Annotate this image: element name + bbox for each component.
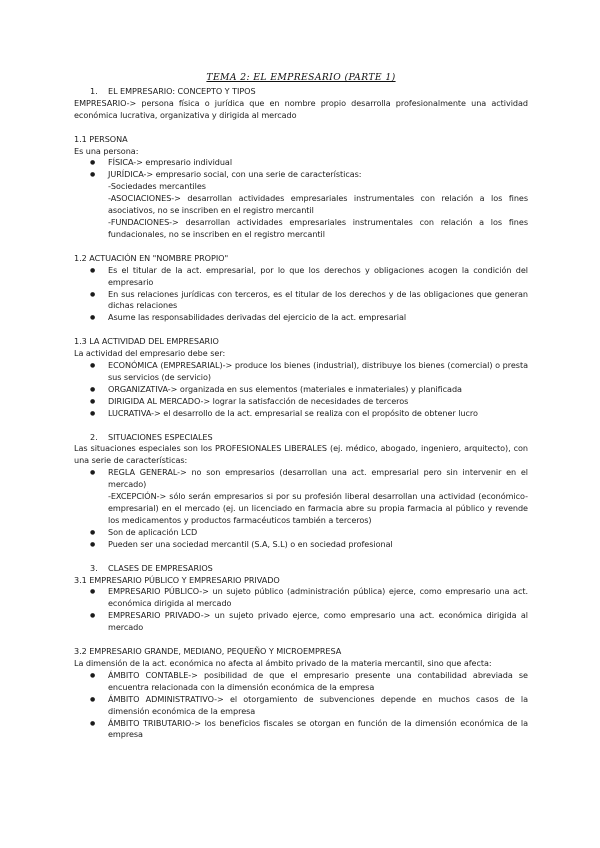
subsection-1-1-intro: Es una persona: <box>74 145 139 156</box>
list-item-detail: -EXCEPCIÓN-> sólo serán empresarios si por su profesión liberal desarrollan una actividad (económico-empresarial) en el mercado (ej. un licenciado en farmacia abre su propia farmacia al público y revende los medicamentos y productos farmacéuticos también a terceros) <box>108 491 528 525</box>
persona-list <box>74 157 528 181</box>
list-item: ● Pueden ser una sociedad mercantil (S.A, S.L) o en sociedad profesional <box>74 539 528 551</box>
list-item: ● EMPRESARIO PÚBLICO-> un sujeto público (administración pública) ejerce, como empresario una act. económica dirigida al mercado <box>74 586 528 610</box>
dimension-list <box>74 670 528 741</box>
section-3-heading <box>74 563 528 575</box>
list-item: ● ÁMBITO ADMINISTRATIVO-> el otorgamiento de subvenciones depende en muchos casos de la dimensión económica de la empresa <box>74 694 528 718</box>
section-3-number: 3. <box>90 562 98 573</box>
document-title: TEMA 2: EL EMPRESARIO (PARTE 1) <box>206 72 396 83</box>
actividad-list <box>74 360 528 420</box>
situaciones-list <box>74 467 528 491</box>
section-1-number: 1. <box>90 85 98 96</box>
situaciones-list-continued <box>74 527 528 551</box>
empresario-definition: EMPRESARIO-> persona física o jurídica que en nombre propio desarrolla profesionalmente una actividad económica lucrativa, organizativa y dirigida al mercado <box>74 97 528 120</box>
section-2-number: 2. <box>90 431 98 442</box>
list-item: ● ORGANIZATIVA-> organizada en sus elementos (materiales e inmateriales) y planificada <box>74 384 528 396</box>
section-2-intro: Las situaciones especiales son los PROFESIONALES LIBERALES (ej. médico, abogado, ingeniero, arquitecto), con una serie de características: <box>74 443 528 466</box>
section-1-title: EL EMPRESARIO: CONCEPTO Y TIPOS <box>108 85 256 96</box>
subsection-1-3-heading: 1.3 LA ACTIVIDAD DEL EMPRESARIO <box>74 336 219 347</box>
list-item: ● Son de aplicación LCD <box>74 527 528 539</box>
section-2-title: SITUACIONES ESPECIALES <box>108 431 213 442</box>
section-1-heading <box>74 86 528 98</box>
list-item: ● ECONÓMICA (EMPRESARIAL)-> produce los bienes (industrial), distribuye los bienes (comercial) o presta sus servicios (de servicio) <box>74 360 528 384</box>
list-item-detail: -ASOCIACIONES-> desarrollan actividades empresariales instrumentales con relación a los fines asociativos, no se inscriben en el registro mercantil <box>108 193 528 216</box>
subsection-3-2-heading: 3.2 EMPRESARIO GRANDE, MEDIANO, PEQUEÑO Y MICROEMPRESA <box>74 646 342 657</box>
subsection-3-2-intro: La dimensión de la act. económica no afecta al ámbito privado de la materia mercantil, sino que afecta: <box>74 657 492 668</box>
list-item-detail: -FUNDACIONES-> desarrollan actividades empresariales instrumentales con relación a los fines fundacionales, no se inscriben en el registro mercantil <box>108 216 528 239</box>
list-item: ● DIRIGIDA AL MERCADO-> lograr la satisfacción de necesidades de terceros <box>74 396 528 408</box>
list-item: ● Es el titular de la act. empresarial, por lo que los derechos y obligaciones acogen la condición del empresario <box>74 265 528 289</box>
subsection-1-1-heading: 1.1 PERSONA <box>74 133 128 144</box>
list-item: ● LUCRATIVA-> el desarrollo de la act. empresarial se realiza con el propósito de obtener lucro <box>74 408 528 420</box>
section-2-heading <box>74 432 528 444</box>
document-page <box>74 72 528 741</box>
list-item: ● ÁMBITO TRIBUTARIO-> los beneficios fiscales se otorgan en función de la dimensión económica de la empresa <box>74 718 528 742</box>
publico-privado-list <box>74 586 528 634</box>
list-item: ● En sus relaciones jurídicas con terceros, es el titular de los derechos y de las obligaciones que generan dichas relaciones <box>74 289 528 313</box>
list-item: ● Asume las responsabilidades derivadas del ejercicio de la act. empresarial <box>74 312 528 324</box>
list-item: ● FÍSICA-> empresario individual <box>74 157 528 169</box>
section-3-title: CLASES DE EMPRESARIOS <box>108 562 213 573</box>
list-item: ● ÁMBITO CONTABLE-> posibilidad de que el empresario presente una contabilidad abreviada se encuentra relacionada con la dimensión económica de la empresa <box>74 670 528 694</box>
subsection-1-2-heading: 1.2 ACTUACIÓN EN "NOMBRE PROPIO" <box>74 252 229 263</box>
subsection-3-1-heading: 3.1 EMPRESARIO PÚBLICO Y EMPRESARIO PRIVADO <box>74 574 280 585</box>
actuacion-list <box>74 265 528 325</box>
list-item: ● REGLA GENERAL-> no son empresarios (desarrollan una act. empresarial pero sin intervenir en el mercado) <box>74 467 528 491</box>
subsection-1-3-intro: La actividad del empresario debe ser: <box>74 348 226 359</box>
list-item-detail: -Sociedades mercantiles <box>108 181 206 192</box>
list-item: ● EMPRESARIO PRIVADO-> un sujeto privado ejerce, como empresario una act. económica dirigida al mercado <box>74 610 528 634</box>
list-item: ● JURÍDICA-> empresario social, con una serie de características: <box>74 169 528 181</box>
